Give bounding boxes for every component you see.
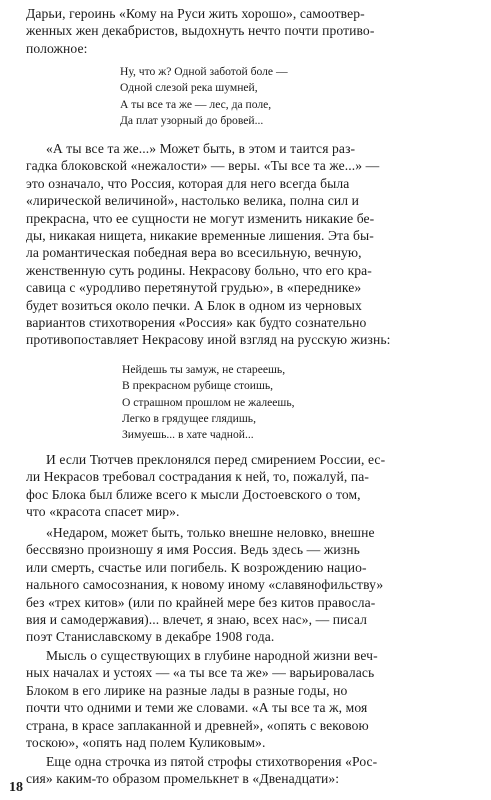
verse-line: Легко в грядущее глядишь,: [122, 411, 256, 425]
page-number: 18: [9, 780, 23, 795]
text-line: женственную суть родины. Некрасову больно, что его кра-: [26, 262, 372, 278]
text-line: Дарьи, героинь «Кому на Руси жить хорошо», самоотвер-: [26, 6, 365, 21]
text-line: вия и самодержавия)... влечет, я знаю, всех нас», — писал: [26, 611, 367, 627]
verse-quote-nekrasov: [120, 64, 288, 129]
verse-line: Одной слезой река шумней,: [120, 81, 258, 95]
verse-line: Да плат узорный до бровей...: [120, 113, 264, 127]
text-line: Блоком в его лирике на разные лады в разные годы, но: [26, 682, 348, 698]
verse-line: Зимуешь... в хате чадной...: [122, 428, 254, 442]
text-line: Мысль о существующих в глубине народной жизни веч-: [46, 648, 378, 663]
text-line: ных началах и устоях — «а ты все та же» — варьировалась: [26, 665, 375, 681]
text-line: страна, в красе заплаканной и древней», «опять с вековою: [26, 717, 369, 733]
paragraph-intro: [26, 5, 478, 57]
verse-line: Нейдешь ты замуж, не стареешь,: [122, 363, 286, 376]
text-line: Еще одна строчка из пятой строфы стихотворения «Рос-: [46, 754, 378, 769]
text-line: что «красота спасет мир».: [26, 504, 180, 520]
text-line: «Недаром, может быть, только внешне неловко, внешне: [46, 525, 375, 540]
text-line: савица с «уродливо перетянутой грудью», в «переднике»: [26, 280, 362, 296]
text-line: «А ты все та же...» Может быть, в этом и таится раз-: [46, 141, 356, 156]
verse-line: О страшном прошлом не жалеешь,: [122, 395, 295, 409]
text-line: без «трех китов» (или по крайней мере без китов правосла-: [26, 594, 376, 610]
verse-line: В прекрасном рубище стоишь,: [122, 379, 274, 393]
verse-line: Ну, что ж? Одной заботой боле —: [120, 65, 288, 78]
text-line: поэт Станиславскому в декабре 1908 года.: [26, 629, 275, 645]
text-line: И если Тютчев преклонялся перед смирением России, ес-: [46, 452, 386, 467]
text-line: или смерть, счастье или погибель. К возрождению нацио-: [26, 559, 367, 575]
text-line: нального самосознания, к новому иному «славянофильству»: [26, 577, 384, 593]
text-line: «лирической величиной», настолько велика, полна сил и: [26, 193, 359, 209]
paragraph-twelve: [26, 753, 478, 788]
verse-line: А ты все та же — лес, да поле,: [120, 97, 272, 111]
verse-quote-blok-russia: [122, 362, 295, 443]
text-line: положное:: [26, 40, 88, 56]
paragraph-blok-faith: [26, 140, 478, 349]
paragraph-eternal-foundations: [26, 647, 478, 751]
text-line: бессвязно произношу я имя Россия. Ведь здесь — жизнь: [26, 542, 360, 558]
text-line: фос Блока был ближе всего к мысли Достоевского о том,: [26, 486, 361, 502]
text-line: ли Некрасов требовал сострадания к ней, то, пожалуй, па-: [26, 469, 370, 485]
text-line: будет возиться около печки. А Блок в одном из черновых: [26, 297, 362, 313]
text-line: ла романтическая победная вера во всесильную, вечную,: [26, 245, 362, 261]
text-line: это означало, что Россия, которая для него всегда была: [26, 175, 350, 191]
text-line: почти что одними и теми же словами. «А ты все та ж, моя: [26, 700, 368, 716]
text-line: тоскою», «опять над полем Куликовым».: [26, 734, 266, 750]
text-line: прекрасна, что ее сущности не могут изменить никакие бе-: [26, 210, 375, 226]
text-line: вариантов стихотворения «Россия» как будто сознательно: [26, 314, 367, 330]
text-line: сия» каким-то образом промелькнет в «Двенадцати»:: [26, 771, 340, 787]
text-line: женных жен декабристов, выдохнуть нечто почти противо-: [26, 23, 375, 39]
text-line: гадка блоковской «нежалости» — веры. «Ты все та же...» —: [26, 158, 380, 174]
paragraph-tyutchev: [26, 451, 478, 521]
paragraph-letter-stanislavsky: [26, 524, 478, 646]
text-line: ды, никакая нищета, никакие временные лишения. Эта бы-: [26, 227, 374, 243]
text-line: противопоставляет Некрасову иной взгляд на русскую жизнь:: [26, 332, 391, 348]
